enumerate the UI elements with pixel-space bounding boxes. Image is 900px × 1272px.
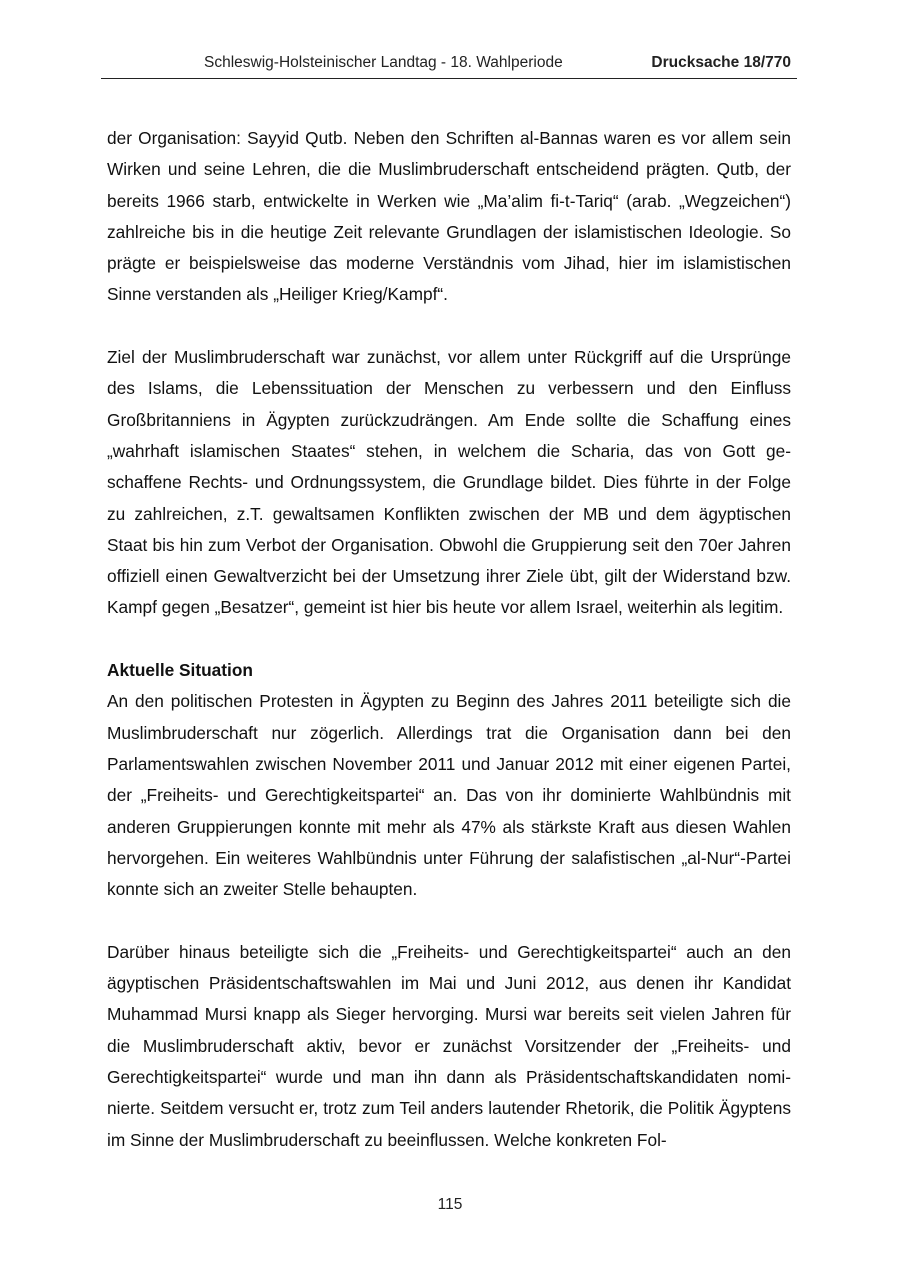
- paragraph-spacer: [107, 311, 791, 342]
- paragraph-goals: Ziel der Muslimbruderschaft war zunächst, vor allem unter Rückgriff auf die Ursprünge des Islams, die Lebenssituation der Menschen zu verbessern und den Einfluss Großbritanniens in Ägypten zurückzudrängen. Am Ende sollte die Schaffung eines „wahrhaft islamischen Staates“ stehen, in welchem die Scharia, das von Gott geschaffene Rechts- und Ordnungssystem, die Grundlage bildet. Dies führte in der Folge zu zahlreichen, z.T. gewaltsamen Konflikten zwischen der MB und dem ägyptischen Staat bis hin zum Verbot der Organisation. Obwohl die Gruppierung seit den 70er Jahren offiziell einen Gewaltverzicht bei der Umsetzung ihrer Ziele übt, gilt der Widerstand bzw. Kampf gegen „Besatzer“, gemeint ist hier bis heute vor allem Israel, weiterhin als legitim.: [107, 347, 791, 618]
- paragraph-spacer: [107, 624, 791, 655]
- paragraph-elections: Darüber hinaus beteiligte sich die „Freiheits- und Gerechtigkeitspartei“ auch an den ägyptischen Präsidentschaftswahlen im Mai und Juni 2012, aus denen ihr Kandidat Muhammad Mursi knapp als Sieger hervorging. Mursi war bereits seit vielen Jahren für die Muslimbruderschaft aktiv, bevor er zunächst Vorsitzender der „Freiheits- und Gerechtigkeitspartei“ wurde und man ihn dann als Präsidentschaftskandidaten nominierte. Seitdem versucht er, trotz zum Teil anders lautender Rhetorik, die Politik Ägyptens im Sinne der Muslimbruderschaft zu beeinflussen. Welche konkreten Fol-: [107, 941, 791, 1150]
- paragraph-qutb: der Organisation: Sayyid Qutb. Neben den Schriften al-Bannas waren es vor allem sein Wirken und seine Lehren, die die Muslimbruderschaft entscheidend prägten. Qutb, der bereits 1966 starb, entwickelte in Werken wie „Ma’alim fi-t-Tariq“ (arab. „Wegzeichen“) zahlreiche bis in die heutige Zeit relevante Grundlagen der islamistischen Ideologie. So prägte er beispielsweise das moderne Verständnis vom Jihad, hier im islamistischen Sinne verstanden als „Heiliger Krieg/Kampf“.: [107, 128, 791, 305]
- document-body: [107, 123, 791, 1156]
- document-number: Drucksache 18/770: [651, 54, 791, 71]
- section-heading: Aktuelle Situation: [107, 660, 253, 681]
- paragraph-protests: An den politischen Protesten in Ägypten zu Beginn des Jahres 2011 beteiligte sich die Muslimbruderschaft nur zögerlich. Allerdings trat die Organisation dann bei den Parlamentswahlen zwischen November 2011 und Januar 2012 mit einer eigenen Partei, der „Freiheits- und Gerechtigkeitspartei“ an. Das von ihr dominierte Wahlbündnis mit anderen Gruppierungen konnte mit mehr als 47% als stärkste Kraft aus diesen Wahlen hervorgehen. Ein weiteres Wahlbündnis unter Führung der salafistischen „al-Nur“-Partei konnte sich an zweiter Stelle behaupten.: [107, 691, 791, 900]
- header-title: Schleswig-Holsteinischer Landtag - 18. Wahlperiode: [204, 54, 563, 71]
- paragraph-spacer: [107, 905, 791, 936]
- page-header: [101, 52, 797, 79]
- page-number: 115: [437, 1196, 463, 1213]
